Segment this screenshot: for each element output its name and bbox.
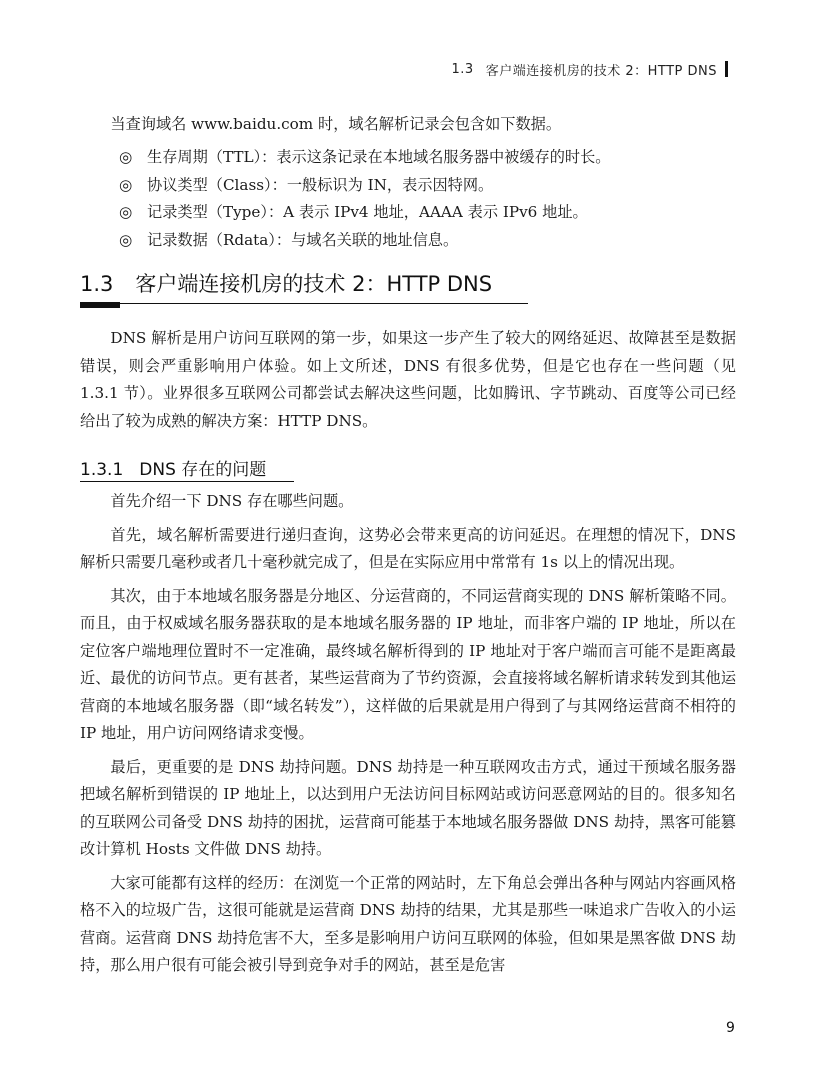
list-item bbox=[119, 172, 610, 200]
list-item bbox=[119, 144, 610, 172]
bullet-icon: ◎ bbox=[119, 203, 133, 221]
section-number: 1.3 bbox=[80, 272, 114, 296]
section-heading-rule-accent bbox=[80, 302, 120, 308]
bullet-icon: ◎ bbox=[119, 175, 133, 194]
paragraph: 首先介绍一下 DNS 存在哪些问题。 bbox=[110, 492, 354, 510]
list-item bbox=[119, 199, 610, 227]
intro-text: 当查询域名 www.baidu.com 时，域名解析记录会包含如下数据。 bbox=[110, 115, 562, 133]
list-item-text: 协议类型（Class）：一般标识为 IN，表示因特网。 bbox=[147, 175, 494, 194]
paragraph: 其次，由于本地域名服务器是分地区、分运营商的，不同运营商实现的 DNS 解析策略不同。而且，由于权威域名服务器获取的是本地域名服务器的 IP 地址，而非客户端的 IP 地址，所以在定位客户端地理位置时不一定准确，最终域名解析得到的 IP 地址对于客户端而言可能不是距离最近、最优的访问节点。更有甚者，某些运营商为了节约资源，会直接将域名解析请求转发到其他运营商的本地域名服务器（即“域名转发”），这样做的后果就是用户得到了与其网络运营商不相符的 IP 地址，用户访问网络请求变慢。 bbox=[80, 586, 736, 742]
intro-paragraph bbox=[80, 111, 736, 139]
list-item-text: 记录数据（Rdata）：与域名关联的地址信息。 bbox=[147, 230, 459, 249]
subsection-title: DNS 存在的问题 bbox=[139, 460, 267, 480]
list-item bbox=[119, 227, 610, 255]
running-header-bar bbox=[725, 61, 728, 77]
bullet-icon: ◎ bbox=[119, 230, 133, 249]
list-item-text: 生存周期（TTL）：表示这条记录在本地域名服务器中被缓存的时长。 bbox=[147, 148, 611, 166]
running-header bbox=[452, 58, 728, 80]
section-heading-rule bbox=[80, 303, 528, 304]
subsection-heading bbox=[80, 455, 266, 480]
paragraph: 大家可能都有这样的经历：在浏览一个正常的网站时，左下角总会弹出各种与网站内容画风格格不入的垃圾广告，这很可能就是运营商 DNS 劫持的结果，尤其是那些一味追求广告收入的小运营商。运营商 DNS 劫持危害不大，至多是影响用户访问互联网的体验，但如果是黑客做 DNS 劫持，那么用户很有可能会被引导到竞争对手的网站，甚至是危害 bbox=[80, 873, 736, 974]
paragraph: 首先，域名解析需要进行递归查询，这势必会带来更高的访问延迟。在理想的情况下，DNS 解析只需要几毫秒或者几十毫秒就完成了，但是在实际应用中常常有 1s 以上的情况出现。 bbox=[80, 525, 736, 571]
running-header-section-number: 1.3 bbox=[451, 61, 474, 77]
record-fields-list bbox=[119, 144, 610, 254]
running-header-title: 客户端连接机房的技术 2：HTTP DNS bbox=[485, 63, 717, 79]
paragraph: 最后，更重要的是 DNS 劫持问题。DNS 劫持是一种互联网攻击方式，通过干预域名服务器把域名解析到错误的 IP 地址上，以达到用户无法访问目标网站或访问恶意网站的目的。很多知名的互联网公司备受 DNS 劫持的困扰，运营商可能基于本地域名服务器做 DNS 劫持，黑客可能篡改计算机 Hosts 文件做 DNS 劫持。 bbox=[80, 757, 736, 858]
section-intro-paragraph bbox=[80, 325, 736, 435]
section-title: 客户端连接机房的技术 2：HTTP DNS bbox=[135, 272, 493, 296]
bullet-icon: ◎ bbox=[119, 148, 133, 166]
page-number: 9 bbox=[726, 1020, 735, 1036]
subsection-body bbox=[80, 488, 736, 980]
section-heading bbox=[80, 268, 525, 298]
subsection-heading-rule bbox=[80, 481, 294, 482]
list-item-text: 记录类型（Type）：A 表示 IPv4 地址，AAAA 表示 IPv6 地址。 bbox=[147, 203, 588, 221]
section-paragraph-text: DNS 解析是用户访问互联网的第一步，如果这一步产生了较大的网络延迟、故障甚至是数据错误，则会严重影响用户体验。如上文所述，DNS 有很多优势，但是它也存在一些问题（见 1.3.1 节）。业界很多互联网公司都尝试去解决这些问题，比如腾讯、字节跳动、百度等公司已经给出了较为成熟的解决方案：HTTP DNS。 bbox=[80, 329, 736, 430]
subsection-number: 1.3.1 bbox=[80, 460, 124, 480]
